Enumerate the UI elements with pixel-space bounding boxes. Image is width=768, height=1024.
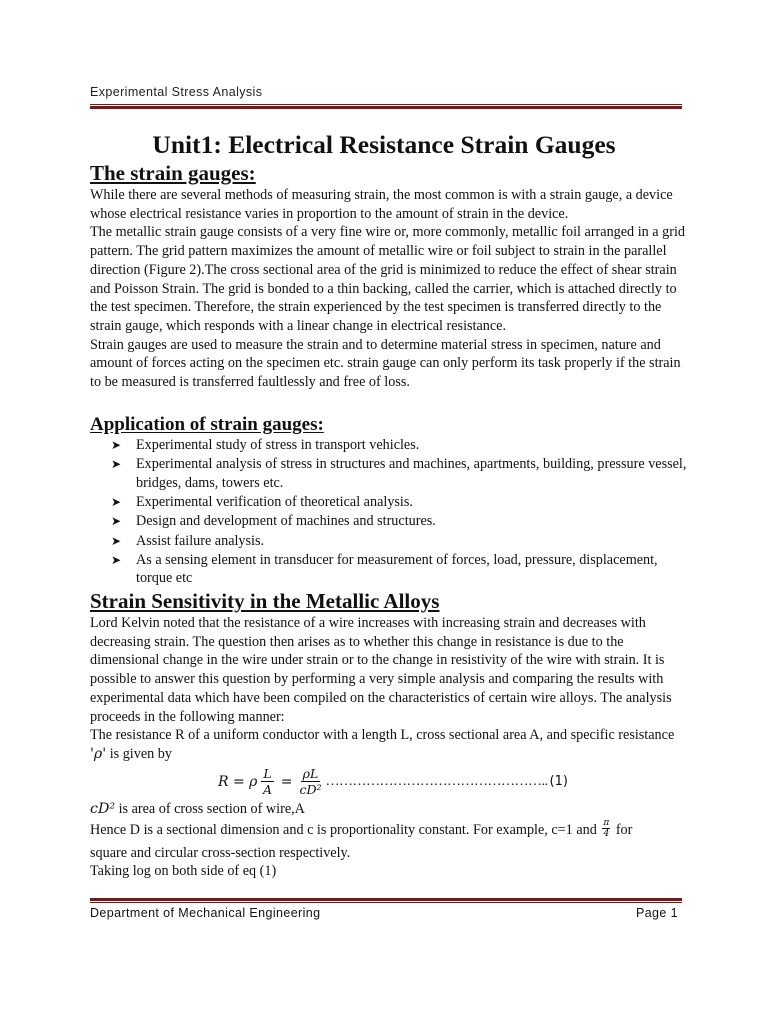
- arrow-bullet-icon: ➤: [111, 533, 122, 548]
- paragraph: The metallic strain gauge consists of a very fine wire or, more commonly, metallic foil arranged in a grid pattern. The grid pattern maximizes the amount of metallic wire or foil subject to strain in the parallel direction (Figure 2).The cross sectional area of the grid is minimized to reduce the effect of shear strain and Poisson Strain. The grid is bonded to a thin backing, called the carrier, which is attached directly to the test specimen. Therefore, the strain experienced by the test specimen is transferred directly to the strain gauge, which responds with a linear change in electrical resistance.: [90, 224, 685, 334]
- fraction-pi-over-4: [602, 818, 610, 839]
- arrow-bullet-icon: ➤: [111, 495, 122, 510]
- list-item-text: Experimental analysis of stress in structures and machines, apartments, building, pressure vessel, bridges, dams, towers etc.: [136, 456, 687, 491]
- equation-1: [218, 766, 568, 797]
- footer-department: Department of Mechanical Engineering: [90, 906, 321, 920]
- arrow-bullet-icon: ➤: [111, 552, 122, 567]
- list-item-text: Experimental verification of theoretical analysis.: [136, 494, 413, 511]
- list-item-text: Design and development of machines and structures.: [136, 513, 436, 530]
- heading-strain-sensitivity: Strain Sensitivity in the Metallic Alloys: [90, 589, 440, 613]
- numerator: π: [603, 818, 610, 828]
- page-title: Unit1: Electrical Resistance Strain Gauges: [152, 130, 616, 159]
- text-span: Hence D is a sectional dimension and c is proportionality constant. For example, c=1 and: [90, 821, 597, 838]
- paragraph: While there are several methods of measuring strain, the most common is with a strain gauge, a device whose electrical resistance varies in proportion to the amount of strain in the device.: [90, 187, 673, 222]
- fraction-l-over-a: [261, 766, 273, 797]
- text-span: The resistance R of a uniform conductor with a length L, cross sectional area A, and specific resistance: [90, 727, 675, 744]
- list-item: [90, 455, 690, 492]
- equation-lhs: R = ρ: [218, 773, 258, 790]
- area-line: [90, 800, 690, 819]
- list-item-text: Experimental study of stress in transport vehicles.: [136, 437, 420, 453]
- footer-rule-thin: [90, 902, 682, 903]
- heading-applications: Application of strain gauges:: [90, 414, 324, 435]
- taking-log-line: Taking log on both side of eq (1): [90, 863, 277, 879]
- applications-list: [90, 436, 690, 589]
- list-item-text: Assist failure analysis.: [136, 532, 265, 549]
- text-span: is area of cross section of wire,A: [118, 801, 305, 817]
- denominator: cD²: [299, 782, 322, 797]
- text-span: is given by: [109, 745, 172, 762]
- arrow-bullet-icon: ➤: [111, 438, 122, 452]
- area-symbol: cD²: [90, 801, 116, 817]
- paragraph: [90, 726, 690, 763]
- leader-dots: …………………………………………..: [325, 773, 548, 789]
- heading-strain-gauges: The strain gauges:: [90, 161, 256, 185]
- list-item-text: As a sensing element in transducer for measurement of forces, load, pressure, displacement, torque etc: [136, 551, 658, 587]
- running-header: Experimental Stress Analysis: [90, 85, 263, 99]
- equation-label: (1): [549, 774, 568, 789]
- arrow-bullet-icon: ➤: [111, 457, 122, 472]
- footer-rule-thick: [90, 898, 682, 901]
- list-item: [90, 512, 690, 531]
- hence-line: [90, 820, 690, 841]
- paragraph: Strain gauges are used to measure the strain and to determine material stress in specimen, nature and amount of forces acting on the specimen etc. strain gauge can only perform its task properly if the strain to be measured is transferred faultlessly and free of loss.: [90, 336, 681, 391]
- denominator: A: [263, 782, 273, 797]
- list-item: [90, 532, 690, 551]
- footer-page-number: Page 1: [635, 906, 678, 920]
- list-item: [90, 436, 690, 455]
- fraction-rhol-over-cd2: [299, 766, 321, 797]
- denominator: 4: [603, 829, 610, 839]
- list-item: [90, 493, 690, 512]
- header-rule-thin: [90, 104, 682, 105]
- text-span: for: [615, 821, 633, 838]
- equals-sign: =: [280, 773, 293, 790]
- cross-section-line: square and circular cross-section respectively.: [90, 845, 351, 861]
- numerator: ρL: [302, 766, 319, 781]
- header-rule-thick: [90, 106, 682, 109]
- arrow-bullet-icon: ➤: [111, 514, 122, 529]
- sensitivity-text: [90, 614, 690, 764]
- list-item: [90, 551, 690, 588]
- numerator: L: [263, 766, 272, 781]
- strain-gauges-text: [90, 186, 690, 392]
- paragraph: Lord Kelvin noted that the resistance of a wire increases with increasing strain and decreases with decreasing strain. The question then arises as to whether this change in resistance is due to the dimensional change in the wire under strain or to the change in resistivity of the wire with strain. It is possible to answer this question by performing a very simple analysis and comparing the results with experimental data which have been compiled on the characteristics of certain wire alloys. The analysis proceeds in the following manner:: [90, 615, 672, 725]
- rho-symbol: 'ρ': [90, 745, 107, 762]
